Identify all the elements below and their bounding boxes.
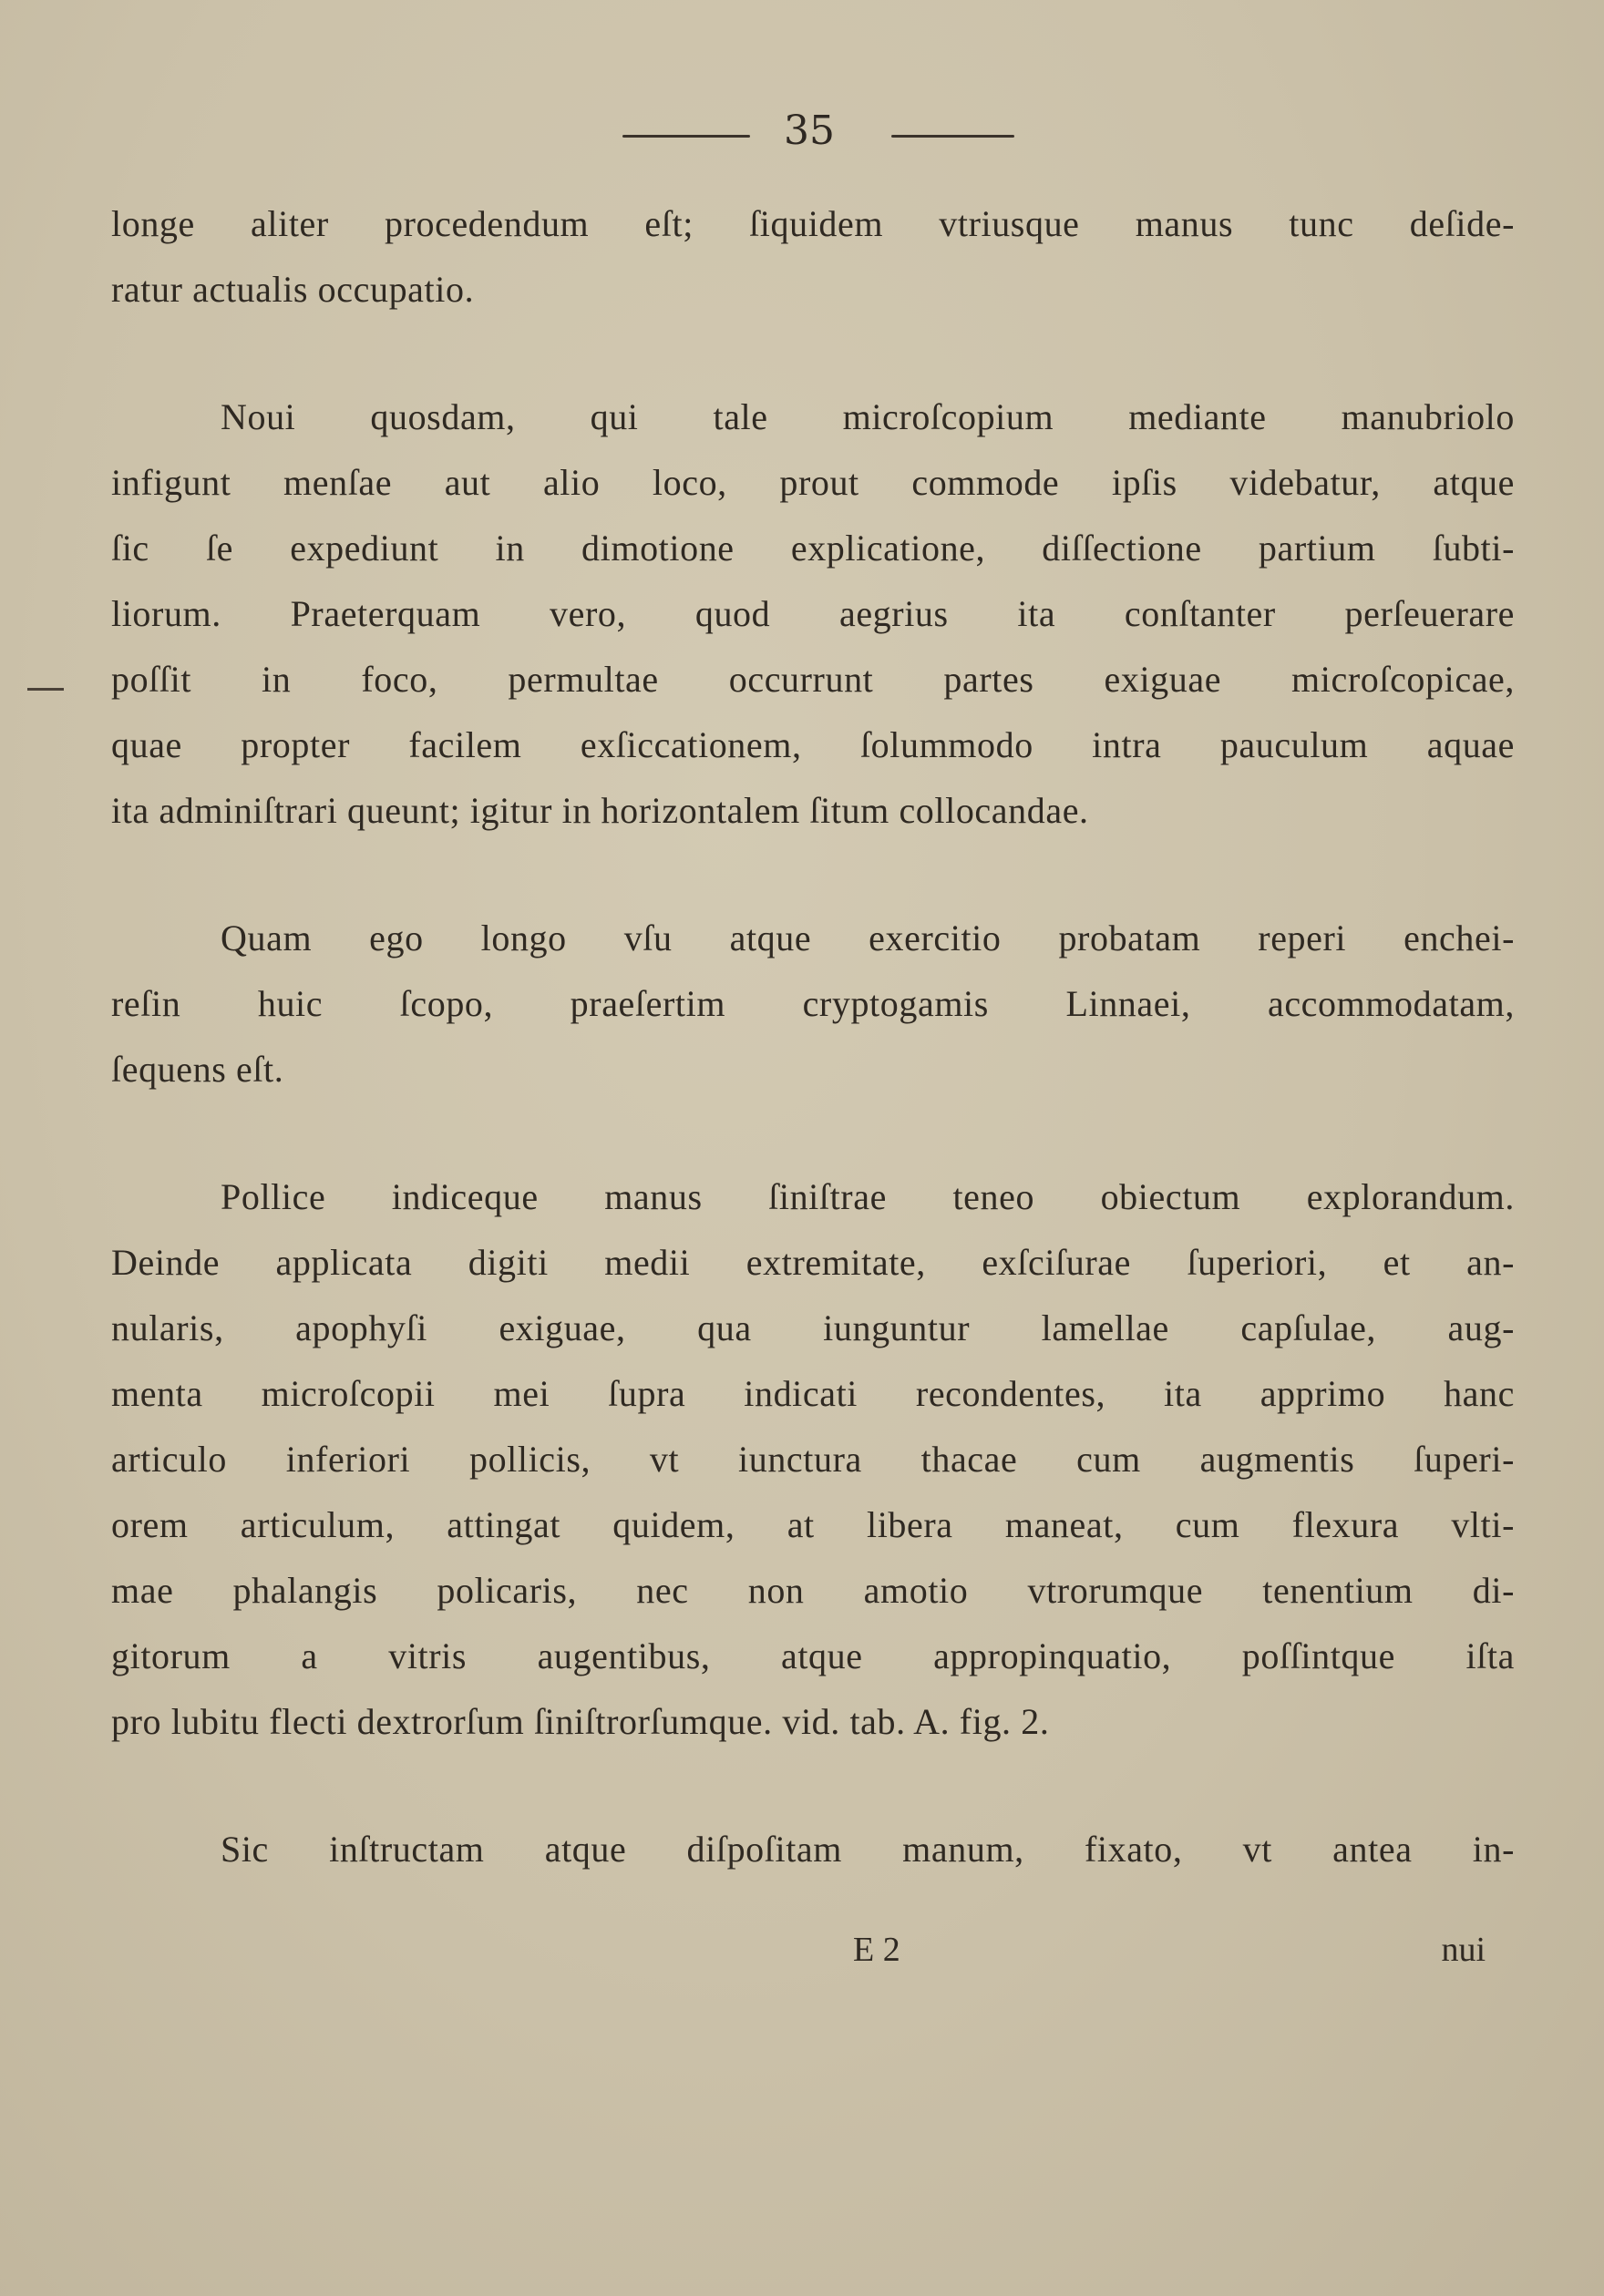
text-line: orem articulum, attingat quidem, at libera maneat, cum flexura vlti- — [111, 1504, 1515, 1545]
text-line: menta microſcopii mei ſupra indicati recondentes, ita apprimo hanc — [111, 1373, 1515, 1414]
text-line: articulo inferiori pollicis, vt iunctura thacae cum augmentis ſuperi- — [111, 1439, 1515, 1480]
catchword: nui — [1441, 1931, 1486, 1969]
text-line: Pollice indiceque manus ſiniſtrae teneo obiectum explorandum. — [221, 1176, 1515, 1217]
text-line: poſſit in foco, permultae occurrunt partes exiguae microſcopicae, — [111, 659, 1515, 700]
text-line: liorum. Praeterquam vero, quod aegrius ita conſtanter perſeuerare — [111, 593, 1515, 634]
text-line: Deinde applicata digiti medii extremitate, exſciſurae ſuperiori, et an- — [111, 1242, 1515, 1283]
text-line: ita adminiſtrari queunt; igitur in horizontalem ſitum collocandae. — [111, 790, 1089, 831]
margin-mark — [27, 688, 64, 691]
paragraph-2 — [111, 384, 1515, 844]
text-line: quae propter facilem exſiccationem, ſolummodo intra pauculum aquae — [111, 724, 1515, 765]
page-footer — [111, 1930, 1486, 1984]
page-number: 35 — [784, 108, 835, 154]
text-line: mae phalangis policaris, nec non amotio vtrorumque tenentium di- — [111, 1570, 1515, 1611]
paragraph-4 — [111, 1164, 1515, 1755]
header-rule-right — [891, 135, 1014, 138]
text-line: Quam ego longo vſu atque exercitio probatam reperi enchei- — [221, 917, 1515, 958]
text-line: pro lubitu flecti dextrorſum ſiniſtrorſumque. vid. tab. A. fig. 2. — [111, 1701, 1050, 1742]
signature-mark: E 2 — [853, 1931, 900, 1969]
text-line: nularis, apophyſi exiguae, qua iunguntur lamellae capſulae, aug- — [111, 1307, 1515, 1348]
paragraph-5 — [111, 1817, 1515, 1882]
text-line: gitorum a vitris augentibus, atque appropinquatio, poſſintque iſta — [111, 1635, 1515, 1676]
header-rule-left — [622, 135, 750, 138]
paragraph-1 — [111, 191, 1515, 323]
body-text — [111, 191, 1515, 1944]
text-line: ſequens eſt. — [111, 1049, 284, 1090]
text-line: reſin huic ſcopo, praeſertim cryptogamis Linnaei, accommodatam, — [111, 983, 1515, 1024]
text-line: longe aliter procedendum eſt; ſiquidem vtriusque manus tunc deſide- — [111, 203, 1515, 244]
paragraph-3 — [111, 906, 1515, 1102]
running-header — [0, 108, 1604, 162]
text-line: Sic inſtructam atque diſpoſitam manum, fixato, vt antea in- — [221, 1829, 1515, 1870]
text-line: ratur actualis occupatio. — [111, 269, 475, 310]
text-line: infigunt menſae aut alio loco, prout commode ipſis videbatur, atque — [111, 462, 1515, 503]
text-line: Noui quosdam, qui tale microſcopium mediante manubriolo — [221, 396, 1515, 437]
text-line: ſic ſe expediunt in dimotione explicatione, diſſectione partium ſubti- — [111, 528, 1515, 569]
